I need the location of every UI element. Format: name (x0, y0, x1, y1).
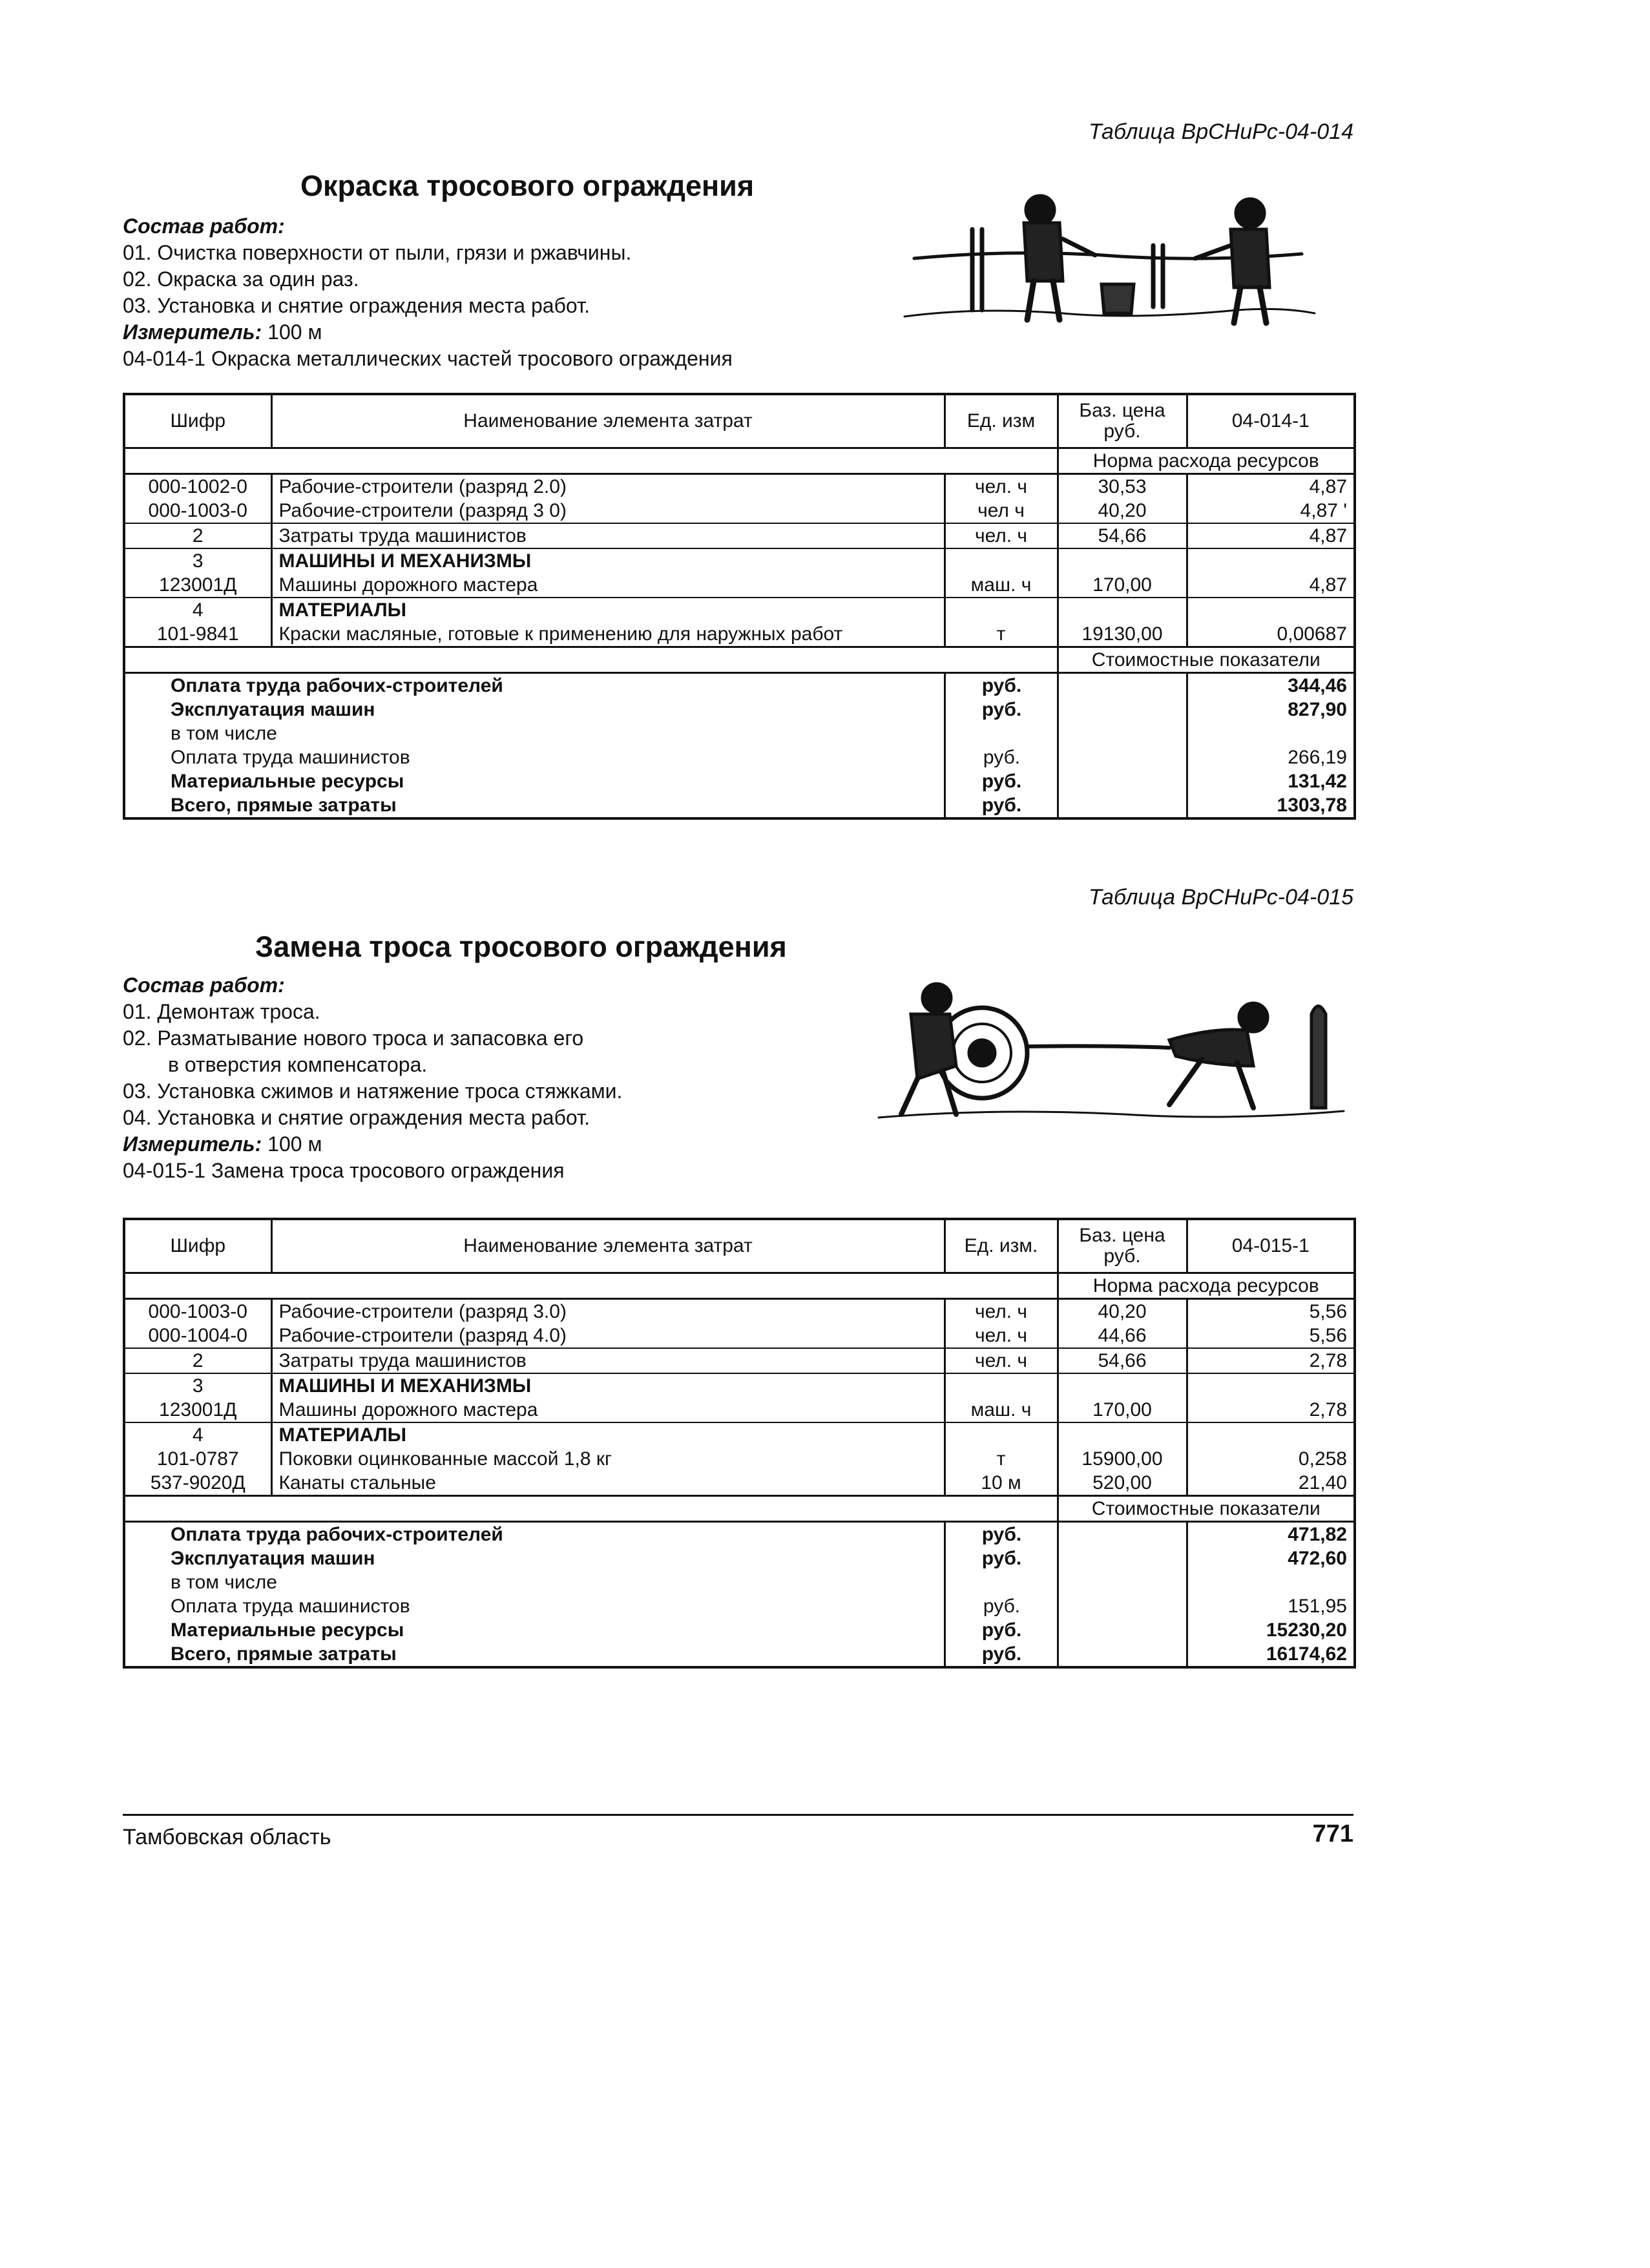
summary-label: Всего, прямые затраты (124, 793, 945, 818)
row-norm: 4,87 (1187, 573, 1355, 598)
table-row (124, 523, 1355, 548)
row-norm: 21,40 (1187, 1471, 1355, 1496)
table-row (124, 1373, 1355, 1398)
row-cipher: 123001Д (124, 1398, 271, 1422)
summary-row (124, 1594, 1355, 1618)
summary-value: 344,46 (1187, 673, 1355, 698)
row-price: 170,00 (1058, 573, 1187, 598)
row-unit (945, 598, 1058, 622)
cost-table (123, 393, 1356, 820)
header-cipher: Шифр (124, 394, 271, 448)
meter-line (123, 1131, 622, 1158)
work-step: 02. Разматывание нового троса и запасовка его (123, 1026, 584, 1050)
cost-header: Стоимостные показатели (1058, 647, 1355, 673)
summary-empty (1058, 745, 1187, 769)
summary-unit: руб. (945, 1546, 1058, 1570)
norm-spacer (124, 1273, 1058, 1299)
painting-workers-illustration (901, 184, 1328, 352)
summary-empty (1058, 1546, 1187, 1570)
row-unit: маш. ч (945, 1398, 1058, 1422)
row-price (1058, 548, 1187, 573)
header-base-price: Баз. цена руб. (1058, 394, 1187, 448)
row-cipher: 000-1002-0 (124, 474, 271, 499)
summary-label: Оплата труда машинистов (124, 1594, 945, 1618)
table-row (124, 548, 1355, 573)
summary-empty (1058, 722, 1187, 745)
summary-empty (1058, 1522, 1187, 1547)
row-cipher: 123001Д (124, 573, 271, 598)
header-base-price: Баз. цена руб. (1058, 1219, 1187, 1273)
row-norm (1187, 598, 1355, 622)
table-row (124, 1471, 1355, 1496)
row-unit: чел ч (945, 499, 1058, 523)
meter-line (123, 319, 733, 346)
row-unit: чел. ч (945, 1299, 1058, 1324)
summary-value: 266,19 (1187, 745, 1355, 769)
row-name: Канаты стальные (271, 1471, 945, 1496)
summary-unit (945, 722, 1058, 745)
summary-value: 131,42 (1187, 769, 1355, 793)
summary-empty (1058, 793, 1187, 818)
row-name: Рабочие-строители (разряд 4.0) (271, 1324, 945, 1348)
row-cipher: 4 (124, 598, 271, 622)
table-row (124, 598, 1355, 622)
row-name: Краски масляные, готовые к применению для наружных работ (271, 622, 945, 647)
work-step: 01. Демонтаж троса. (123, 1000, 320, 1023)
row-unit: т (945, 1447, 1058, 1471)
summary-label: в том числе (124, 1570, 945, 1594)
work-step: в отверстия компенсатора. (168, 1053, 428, 1076)
row-norm: 0,00687 (1187, 622, 1355, 647)
summary-unit: руб. (945, 1594, 1058, 1618)
work-step: 03. Установка и снятие ограждения места работ. (123, 294, 590, 317)
row-cipher: 000-1003-0 (124, 499, 271, 523)
row-cipher: 2 (124, 523, 271, 548)
summary-value: 472,60 (1187, 1546, 1355, 1570)
row-unit: т (945, 622, 1058, 647)
norm-header: Норма расхода ресурсов (1058, 1273, 1355, 1299)
row-unit: маш. ч (945, 573, 1058, 598)
row-price: 54,66 (1058, 1348, 1187, 1373)
summary-label: Материальные ресурсы (124, 769, 945, 793)
row-norm: 2,78 (1187, 1398, 1355, 1422)
summary-label: Всего, прямые затраты (124, 1642, 945, 1667)
row-norm: 2,78 (1187, 1348, 1355, 1373)
summary-value: 471,82 (1187, 1522, 1355, 1547)
row-name: Затраты труда машинистов (271, 523, 945, 548)
row-price (1058, 1422, 1187, 1447)
summary-label: Эксплуатация машин (124, 698, 945, 722)
meter-value: 100 м (267, 1132, 322, 1156)
row-cipher: 101-9841 (124, 622, 271, 647)
cost-table (123, 1218, 1356, 1669)
row-price: 40,20 (1058, 1299, 1187, 1324)
summary-row (124, 1570, 1355, 1594)
summary-value (1187, 722, 1355, 745)
table-row (124, 1348, 1355, 1373)
row-name: Рабочие-строители (разряд 3.0) (271, 1299, 945, 1324)
summary-label: Эксплуатация машин (124, 1546, 945, 1570)
row-norm: 5,56 (1187, 1299, 1355, 1324)
cable-workers-illustration (866, 969, 1357, 1137)
summary-empty (1058, 769, 1187, 793)
row-price: 170,00 (1058, 1398, 1187, 1422)
summary-row (124, 1546, 1355, 1570)
page-number: 771 (1312, 1820, 1353, 1847)
table-caption: Таблица ВрСНиРс-04-014 (1088, 120, 1353, 144)
header-unit: Ед. изм. (945, 1219, 1058, 1273)
work-step: 02. Окраска за один раз. (123, 267, 359, 291)
summary-empty (1058, 1594, 1187, 1618)
summary-label: в том числе (124, 722, 945, 745)
summary-value: 151,95 (1187, 1594, 1355, 1618)
row-name: Машины дорожного мастера (271, 1398, 945, 1422)
table-row (124, 573, 1355, 598)
row-cipher: 101-0787 (124, 1447, 271, 1471)
table-row (124, 622, 1355, 647)
composition-label: Состав работ: (123, 214, 285, 238)
table-row (124, 1299, 1355, 1324)
header-unit: Ед. изм (945, 394, 1058, 448)
row-norm (1187, 1422, 1355, 1447)
table-row (124, 1422, 1355, 1447)
row-cipher: 3 (124, 1373, 271, 1398)
header-code: 04-014-1 (1187, 394, 1355, 448)
row-name: МАТЕРИАЛЫ (271, 1422, 945, 1447)
row-price: 520,00 (1058, 1471, 1187, 1496)
norm-header: Норма расхода ресурсов (1058, 448, 1355, 474)
row-name: Рабочие-строители (разряд 3 0) (271, 499, 945, 523)
row-norm: 4,87 (1187, 523, 1355, 548)
summary-empty (1058, 698, 1187, 722)
summary-value: 1303,78 (1187, 793, 1355, 818)
summary-value (1187, 1570, 1355, 1594)
footer-region: Тамбовская область (123, 1825, 331, 1849)
row-unit (945, 548, 1058, 573)
row-cipher: 2 (124, 1348, 271, 1373)
row-unit (945, 1422, 1058, 1447)
summary-empty (1058, 673, 1187, 698)
summary-label: Материальные ресурсы (124, 1618, 945, 1642)
row-unit: 10 м (945, 1471, 1058, 1496)
row-name: МАШИНЫ И МЕХАНИЗМЫ (271, 548, 945, 573)
summary-label: Оплата труда рабочих-строителей (124, 1522, 945, 1547)
summary-value: 827,90 (1187, 698, 1355, 722)
table-row (124, 474, 1355, 499)
row-name: Затраты труда машинистов (271, 1348, 945, 1373)
row-unit (945, 1373, 1058, 1398)
summary-label: Оплата труда машинистов (124, 745, 945, 769)
summary-empty (1058, 1642, 1187, 1667)
row-norm (1187, 548, 1355, 573)
summary-unit: руб. (945, 1642, 1058, 1667)
summary-row (124, 1642, 1355, 1667)
row-norm: 0,258 (1187, 1447, 1355, 1471)
row-norm (1187, 1373, 1355, 1398)
work-composition (123, 213, 733, 372)
table-caption: Таблица ВрСНиРс-04-015 (1088, 885, 1353, 910)
row-price: 44,66 (1058, 1324, 1187, 1348)
work-step: 04. Установка и снятие ограждения места работ. (123, 1106, 590, 1129)
header-cipher: Шифр (124, 1219, 271, 1273)
summary-unit: руб. (945, 745, 1058, 769)
item-title: 04-014-1 Окраска металлических частей тросового ограждения (123, 347, 733, 370)
summary-row (124, 769, 1355, 793)
table-row (124, 1398, 1355, 1422)
row-name: Поковки оцинкованные массой 1,8 кг (271, 1447, 945, 1471)
summary-unit: руб. (945, 698, 1058, 722)
summary-unit: руб. (945, 1522, 1058, 1547)
summary-row (124, 793, 1355, 818)
norm-spacer (124, 448, 1058, 474)
table-row (124, 1447, 1355, 1471)
summary-value: 15230,20 (1187, 1618, 1355, 1642)
summary-unit: руб. (945, 673, 1058, 698)
row-name: МАШИНЫ И МЕХАНИЗМЫ (271, 1373, 945, 1398)
composition-label: Состав работ: (123, 973, 285, 997)
row-cipher: 000-1003-0 (124, 1299, 271, 1324)
row-price: 54,66 (1058, 523, 1187, 548)
row-price: 40,20 (1058, 499, 1187, 523)
section-title: Замена троса тросового ограждения (255, 930, 787, 963)
summary-value: 16174,62 (1187, 1642, 1355, 1667)
work-composition (123, 972, 622, 1184)
summary-empty (1058, 1618, 1187, 1642)
summary-unit: руб. (945, 769, 1058, 793)
cost-spacer (124, 647, 1058, 673)
section-title: Окраска тросового ограждения (300, 169, 755, 202)
row-unit: чел. ч (945, 474, 1058, 499)
row-cipher: 3 (124, 548, 271, 573)
meter-label: Измеритель: (123, 320, 262, 344)
footer-rule (123, 1814, 1353, 1816)
row-price (1058, 1373, 1187, 1398)
row-cipher: 000-1004-0 (124, 1324, 271, 1348)
cost-spacer (124, 1496, 1058, 1522)
row-norm: 5,56 (1187, 1324, 1355, 1348)
row-price (1058, 598, 1187, 622)
meter-label: Измеритель: (123, 1132, 262, 1156)
row-name: Рабочие-строители (разряд 2.0) (271, 474, 945, 499)
summary-row (124, 698, 1355, 722)
row-price: 19130,00 (1058, 622, 1187, 647)
row-unit: чел. ч (945, 1324, 1058, 1348)
row-cipher: 537-9020Д (124, 1471, 271, 1496)
row-norm: 4,87 ' (1187, 499, 1355, 523)
header-element-name: Наименование элемента затрат (271, 394, 945, 448)
summary-row (124, 722, 1355, 745)
table-row (124, 1324, 1355, 1348)
item-title: 04-015-1 Замена троса тросового ограждения (123, 1159, 565, 1182)
header-element-name: Наименование элемента затрат (271, 1219, 945, 1273)
row-price: 15900,00 (1058, 1447, 1187, 1471)
row-unit: чел. ч (945, 1348, 1058, 1373)
summary-row (124, 1522, 1355, 1547)
row-name: МАТЕРИАЛЫ (271, 598, 945, 622)
row-cipher: 4 (124, 1422, 271, 1447)
work-step: 01. Очистка поверхности от пыли, грязи и ржавчины. (123, 241, 632, 264)
summary-unit: руб. (945, 1618, 1058, 1642)
row-price: 30,53 (1058, 474, 1187, 499)
summary-unit (945, 1570, 1058, 1594)
table-row (124, 499, 1355, 523)
meter-value: 100 м (267, 320, 322, 344)
work-step: 03. Установка сжимов и натяжение троса стяжками. (123, 1079, 623, 1103)
cost-header: Стоимостные показатели (1058, 1496, 1355, 1522)
summary-row (124, 745, 1355, 769)
row-norm: 4,87 (1187, 474, 1355, 499)
summary-unit: руб. (945, 793, 1058, 818)
summary-row (124, 673, 1355, 698)
summary-label: Оплата труда рабочих-строителей (124, 673, 945, 698)
summary-row (124, 1618, 1355, 1642)
row-name: Машины дорожного мастера (271, 573, 945, 598)
row-unit: чел. ч (945, 523, 1058, 548)
summary-empty (1058, 1570, 1187, 1594)
header-code: 04-015-1 (1187, 1219, 1355, 1273)
